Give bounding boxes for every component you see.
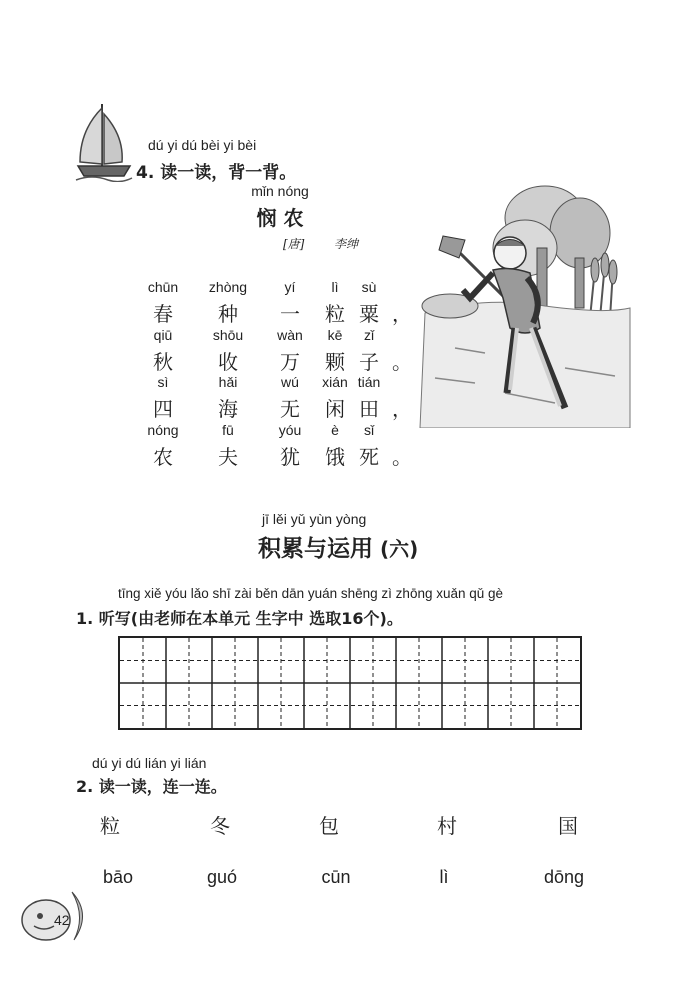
poem-pinyin: fū (222, 422, 234, 438)
poem-pinyin: yóu (278, 422, 302, 438)
poem-char: 粒 (325, 302, 345, 326)
poem-char: 收 (218, 350, 238, 374)
poem-char: 颗 (325, 350, 345, 374)
match-pinyin[interactable]: bāo (102, 867, 134, 887)
poem-pinyin: sù (361, 279, 377, 295)
match-pinyin[interactable]: cūn (321, 867, 351, 887)
q1-pinyin: tīng xiě yóu lǎo shī zài běn dān yuán shēng zì zhōng xuǎn qǔ gè (118, 586, 504, 601)
farmer-illustration (415, 178, 637, 428)
q2-text: 2. 读一读，连一连。 (76, 777, 227, 796)
poem-pinyin: shōu (212, 327, 244, 343)
poem-punct: 。 (392, 350, 412, 374)
poem-pinyin: wàn (277, 327, 303, 343)
page-number: 42 (54, 912, 70, 928)
poem-char: 四 (153, 397, 173, 421)
poem-dynasty: [唐] (283, 237, 305, 251)
writing-grid[interactable] (118, 636, 582, 730)
match-char[interactable]: 粒 (100, 814, 120, 838)
section1-pinyin: dú yi dú bèi yi bèi (148, 137, 257, 153)
match-pinyin[interactable]: dōng (543, 867, 585, 887)
poem-char: 夫 (218, 445, 238, 469)
poem-char: 春 (153, 302, 173, 326)
poem-title-pinyin: mǐn nóng (251, 183, 309, 199)
poem-pinyin: tián (357, 374, 381, 390)
poem-char: 秋 (153, 350, 173, 374)
poem-pinyin: qiū (153, 327, 173, 343)
poem-char: 海 (218, 397, 238, 421)
match-char[interactable]: 冬 (210, 814, 230, 838)
poem-pinyin: sǐ (363, 422, 375, 438)
page-corner-decoration-icon (14, 886, 92, 946)
poem-pinyin: zǐ (363, 327, 375, 343)
section2-heading: 积累与运用 (258, 536, 373, 562)
poem-pinyin: sì (157, 374, 169, 390)
poem-punct: 。 (392, 445, 412, 469)
poem-pinyin: yí (284, 279, 296, 295)
poem-author: 李绅 (334, 237, 359, 251)
poem-char: 种 (218, 302, 238, 326)
poem-pinyin: chūn (147, 279, 179, 295)
match-pinyin[interactable]: guó (206, 867, 238, 887)
sailboat-icon (72, 100, 136, 182)
poem-pinyin: lì (331, 279, 339, 295)
poem-pinyin: zhòng (208, 279, 248, 295)
poem-pinyin: nóng (147, 422, 179, 438)
poem-char: 子 (359, 350, 379, 374)
poem-char: 万 (280, 350, 300, 374)
q2-pinyin: dú yi dú lián yi lián (92, 755, 207, 771)
poem-char: 饿 (325, 445, 345, 469)
poem-punct: ， (392, 397, 412, 421)
poem-pinyin: kē (327, 327, 343, 343)
match-char[interactable]: 包 (319, 814, 339, 838)
poem-pinyin: xián (322, 374, 348, 390)
poem-char: 犹 (280, 445, 300, 469)
poem-pinyin: hǎi (218, 374, 238, 390)
poem-pinyin: wú (281, 374, 299, 390)
poem-title: 悯 农 (256, 206, 304, 230)
poem-char: 粟 (359, 302, 379, 326)
q1-text: 1. 听写(由老师在本单元 生字中 选取16个)。 (76, 609, 403, 628)
section2-heading-pinyin: jī lěi yǔ yùn yòng (262, 511, 367, 527)
poem-char: 农 (153, 445, 173, 469)
match-char[interactable]: 国 (558, 814, 578, 838)
match-char[interactable]: 村 (437, 814, 457, 838)
section1-title: 4. 读一读，背一背。 (136, 163, 297, 183)
poem-pinyin: è (331, 422, 339, 438)
poem-char: 一 (280, 302, 300, 326)
poem-char: 闲 (325, 397, 345, 421)
poem-punct: ， (392, 302, 412, 326)
match-pinyin[interactable]: lì (439, 867, 449, 887)
writing-grid-lines (120, 638, 580, 728)
poem-char: 田 (359, 397, 379, 421)
poem-char: 无 (280, 397, 300, 421)
section2-heading-num: (六) (380, 537, 419, 561)
poem-char: 死 (359, 445, 379, 469)
